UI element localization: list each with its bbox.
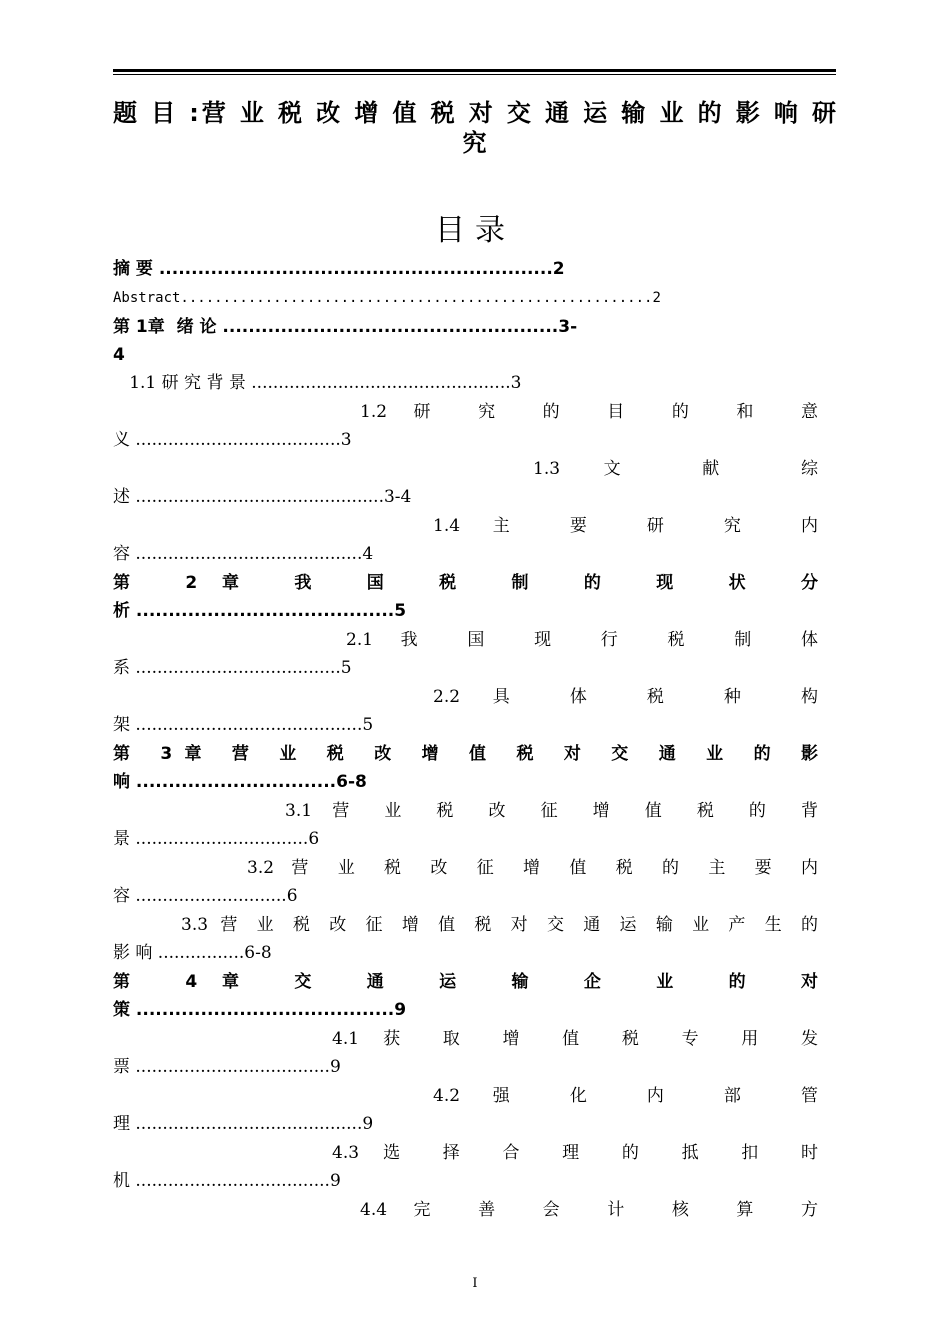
toc-line[interactable]: 1.3 文 献 综 (533, 459, 818, 479)
toc-line[interactable]: 第 3章 营 业 税 改 增 值 税 对 交 通 业 的 影 (113, 744, 818, 764)
toc-line[interactable]: 义 ......................................3 (113, 430, 352, 450)
toc-line[interactable]: 2.1 我 国 现 行 税 制 体 (346, 630, 818, 650)
toc-line[interactable]: 机 ....................................9 (113, 1171, 341, 1191)
toc-line[interactable]: 响 ...............................6-8 (113, 772, 367, 792)
toc-line[interactable]: 架 ..........................................5 (113, 715, 374, 735)
toc-line[interactable]: 述 ..............................................3-4 (113, 487, 412, 507)
toc-line[interactable]: 第 1章 绪 论 ....................................................3- (113, 317, 578, 337)
toc-line[interactable]: 第 4章 交 通 运 输 企 业 的 对 (113, 972, 818, 992)
top-rule-thin (113, 74, 836, 75)
top-rule-thick (113, 69, 836, 72)
toc-line[interactable]: 4.1 获 取 增 值 税 专 用 发 (332, 1029, 818, 1049)
toc-line[interactable]: 1.2 研 究 的 目 的 和 意 (360, 402, 818, 422)
toc-line[interactable]: 第 2章 我 国 税 制 的 现 状 分 (113, 573, 818, 593)
toc-line[interactable]: 4.2 强 化 内 部 管 (433, 1086, 818, 1106)
toc-line[interactable]: 票 ....................................9 (113, 1057, 341, 1077)
toc-line[interactable]: Abstract........................................................2 (113, 290, 661, 306)
toc-line[interactable]: 1.4 主 要 研 究 内 (433, 516, 818, 536)
toc-line[interactable]: 摘 要 .............................................................2 (113, 259, 565, 279)
toc-heading: 目录 (435, 213, 515, 248)
toc-line[interactable]: 影 响 ................6-8 (113, 943, 272, 963)
toc-line[interactable]: 3.3 营 业 税 改 征 增 值 税 对 交 通 运 输 业 产 生 的 (181, 915, 818, 935)
toc-line[interactable]: 析 ........................................5 (113, 601, 407, 621)
toc-line[interactable]: 2.2 具 体 税 种 构 (433, 687, 818, 707)
toc-line[interactable]: 4 (113, 345, 125, 365)
toc-line[interactable]: 容 ............................6 (113, 886, 298, 906)
toc-line[interactable]: 策 ........................................9 (113, 1000, 407, 1020)
document-title: 题 目 :营 业 税 改 增 值 税 对 交 通 运 输 业 的 影 响 研 (113, 99, 836, 127)
toc-line[interactable]: 容 ..........................................4 (113, 544, 374, 564)
toc-line[interactable]: 系 ......................................5 (113, 658, 352, 678)
toc-line[interactable]: 1.1 研 究 背 景 ................................................3 (113, 373, 522, 393)
page-number: I (472, 1276, 478, 1291)
toc-line[interactable]: 3.1 营 业 税 改 征 增 值 税 的 背 (285, 801, 818, 821)
toc-line[interactable]: 4.3 选 择 合 理 的 抵 扣 时 (332, 1143, 818, 1163)
toc-line[interactable]: 景 ................................6 (113, 829, 320, 849)
toc-line[interactable]: 理 ..........................................9 (113, 1114, 374, 1134)
toc-line[interactable]: 3.2 营 业 税 改 征 增 值 税 的 主 要 内 (247, 858, 818, 878)
document-title-continued: 究 (462, 129, 487, 157)
toc-line[interactable]: 4.4 完 善 会 计 核 算 方 (360, 1200, 818, 1220)
